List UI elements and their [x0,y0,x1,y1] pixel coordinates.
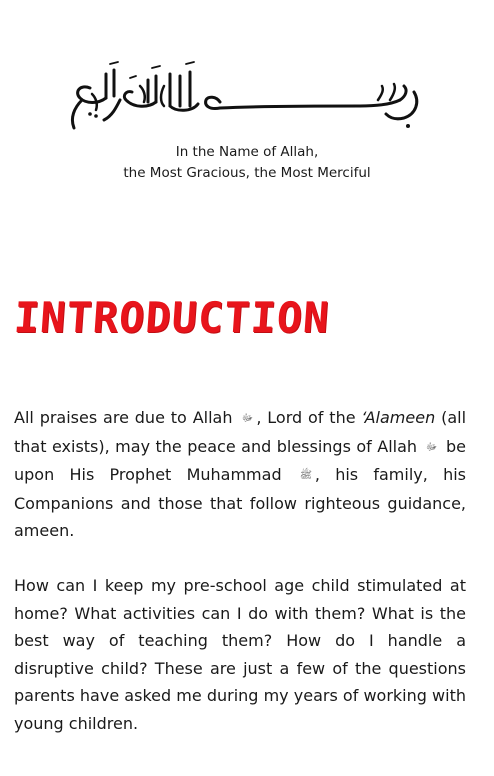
basmala-calligraphy-icon [60,56,430,136]
paragraph-praise-part5: , his family, his Companions and those that follow righteous guidance, ameen. [14,465,467,540]
honorific-prophet-icon: ﷺ [299,470,312,481]
chapter-title: INTRODUCTION [12,293,332,342]
basmala-translation [0,142,494,184]
basmala-calligraphy [60,56,430,136]
translation-line-2: the Most Gracious, the Most Merciful [123,165,371,181]
alameen-term: ‘Alameen [361,408,436,427]
honorific-allah-icon: ﷻ [241,413,253,424]
body-text [14,404,466,765]
honorific-allah-icon: ﷻ [425,441,438,453]
paragraph-praise-part3: (all that exists), may the peace and blessings of Allah [14,408,467,456]
paragraph-praise-part4: be upon His Prophet Muhammad [14,436,466,484]
paragraph-praise-part1: All praises are due to Allah [14,408,239,427]
paragraph-praise-part2: , Lord of the [256,408,362,427]
paragraph-questions: How can I keep my pre-school age child stimulated at home? What activities can I do with them? What is the best way of teaching them? How do I handle a disruptive child? These are just a few of the questions parents have asked me during my years of working with young children. [14,576,466,733]
paragraph-praise [14,404,466,545]
translation-line-1: In the Name of Allah, [175,144,319,160]
